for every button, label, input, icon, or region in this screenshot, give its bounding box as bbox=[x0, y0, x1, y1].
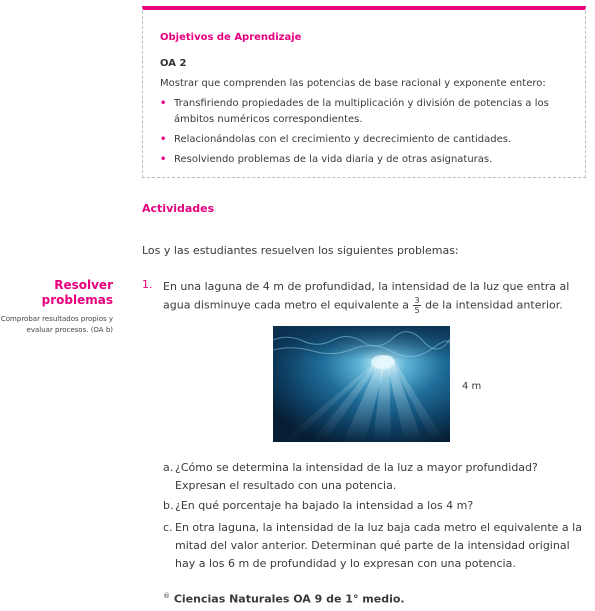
objectives-title: Objetivos de Aprendizaje bbox=[160, 32, 302, 43]
sidebar-title: Resolver problemas bbox=[41, 278, 113, 307]
footnote-text: Ciencias Naturales OA 9 de 1° medio. bbox=[173, 592, 405, 606]
footnote-marker: ® bbox=[163, 592, 170, 600]
subquestion-c: c. En otra laguna, la intensidad de la luz baja cada metro el equivalente a la mitad del valor anterior. Determinan qué parte de la intensidad original hay a los 6 m de profundidad y lo expresan con una potencia. bbox=[163, 521, 582, 570]
bullet-icon: • bbox=[160, 154, 167, 165]
oa-description: Mostrar que comprenden las potencias de base racional y exponente entero: bbox=[160, 78, 546, 89]
problem-number: 1. bbox=[142, 278, 153, 291]
fraction: $\frac{3}{5}$ bbox=[414, 296, 420, 315]
subquestion-a: a. ¿Cómo se determina la intensidad de la luz a mayor profundidad? Expresan el resultado con una potencia. bbox=[163, 461, 538, 492]
activities-intro: Los y las estudiantes resuelven los siguientes problemas: bbox=[142, 244, 459, 257]
problem-statement: En una laguna de 4 m de profundidad, la intensidad de la luz que entra al agua disminuye cada metro el equivalente a $\frac{3}{5}$ de la intensidad anterior. bbox=[163, 280, 570, 315]
objective-bullet: • Relacionándolas con el crecimiento y decrecimiento de cantidades. bbox=[160, 132, 570, 148]
sidebar-description: Comprobar resultados propios y evaluar procesos. (OA b) bbox=[0, 315, 113, 334]
footnote bbox=[163, 592, 405, 606]
oa-code: OA 2 bbox=[160, 58, 187, 69]
bullet-icon: • bbox=[160, 134, 167, 145]
objective-bullet: • Transfiriendo propiedades de la multiplicación y división de potencias a los ámbitos numéricos correspondientes. bbox=[160, 98, 549, 125]
bullet-icon: • bbox=[160, 98, 167, 109]
activities-title: Actividades bbox=[142, 202, 215, 215]
underwater-light-image bbox=[273, 326, 450, 442]
subquestion-b: b. ¿En qué porcentaje ha bajado la intensidad a los 4 m? bbox=[163, 499, 474, 512]
learning-objectives-box bbox=[142, 6, 586, 178]
depth-label: 4 m bbox=[462, 381, 482, 392]
objective-bullet: • Resolviendo problemas de la vida diaria y de otras asignaturas. bbox=[160, 152, 570, 168]
